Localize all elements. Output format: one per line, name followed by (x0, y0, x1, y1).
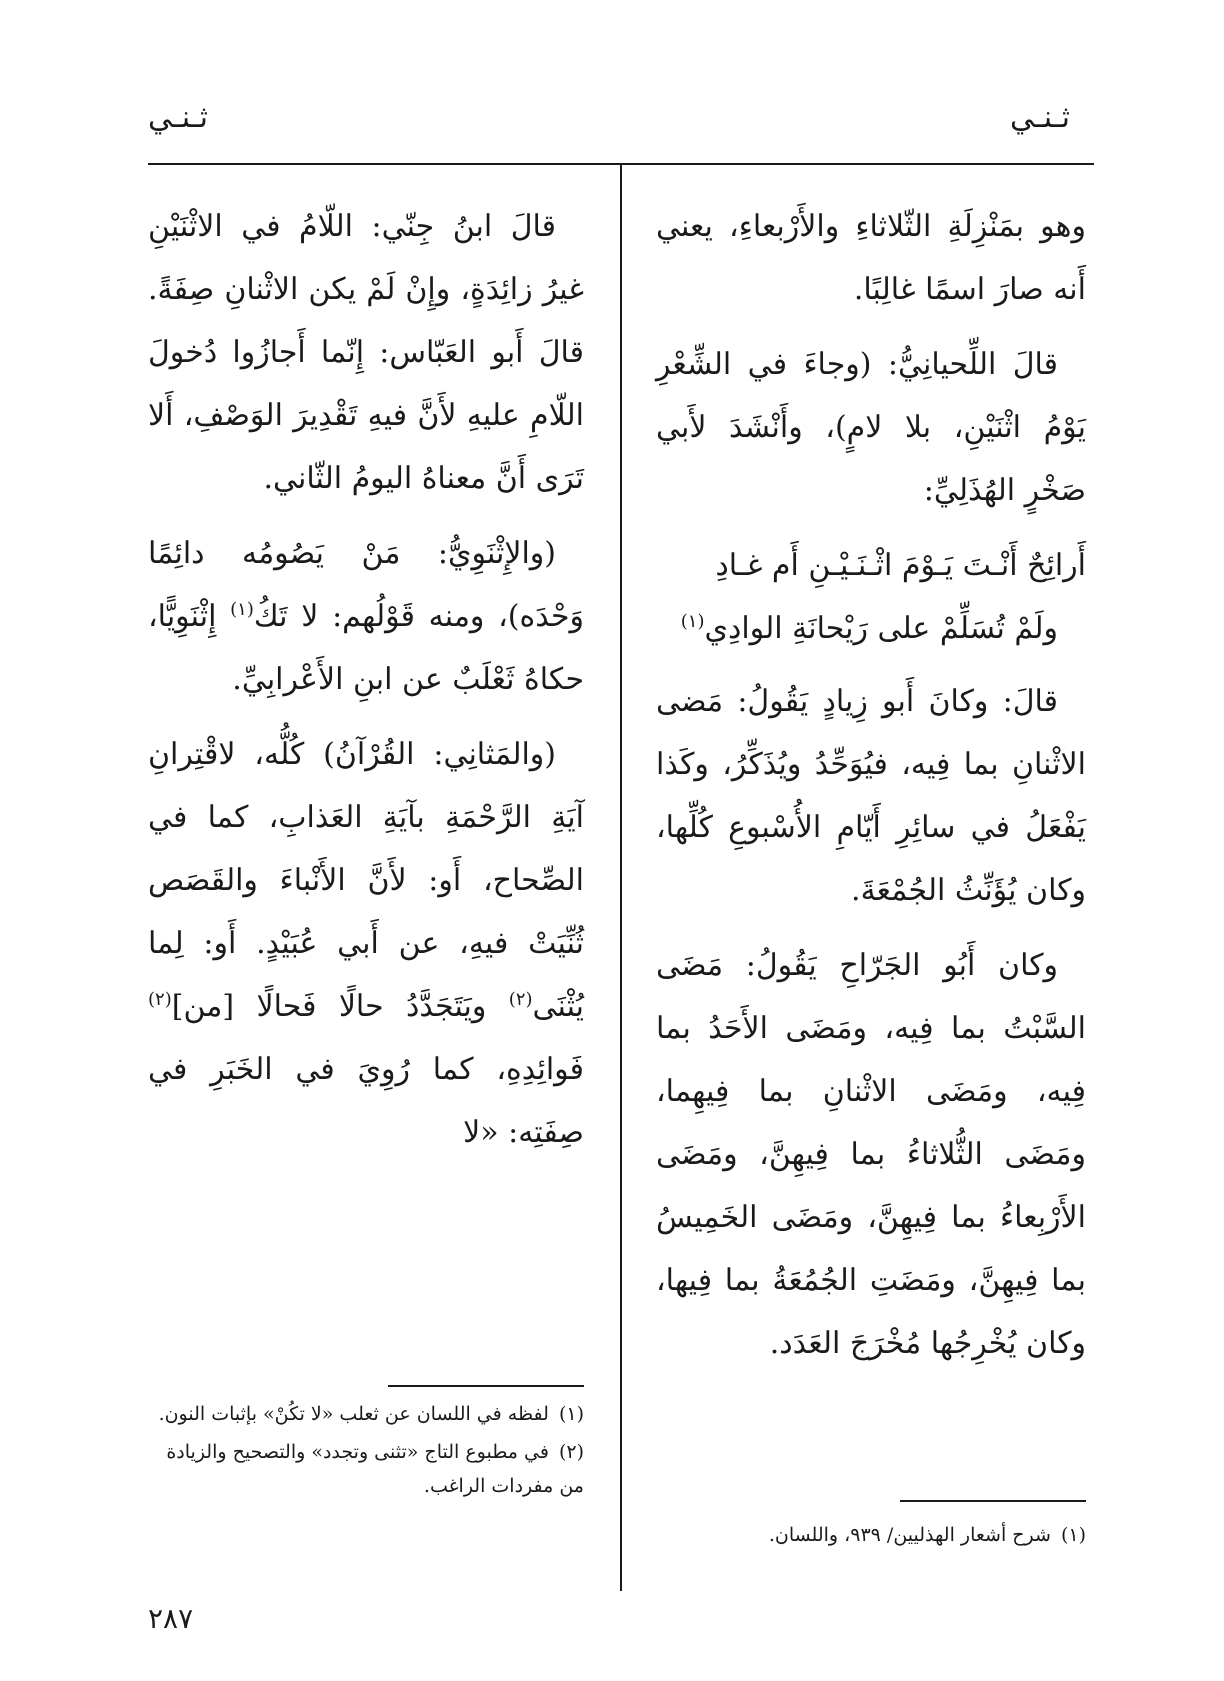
footnotes-right (656, 1518, 1086, 1556)
footnote-text: لفظه في اللسان عن ثعلب «لا تكُنْ» بإثبات النون. (158, 1403, 549, 1425)
footnote-marker: (٢) (508, 989, 533, 1010)
footnote-number: (١) (1060, 1524, 1086, 1546)
footnote-marker: (١) (230, 599, 254, 620)
left-column (148, 195, 584, 1176)
left-paragraph-2-text-b: إِثْنَوِيًّا، حكاهُ ثَعْلَبٌ عن ابنِ الأَعْرابِيِّ. (148, 599, 584, 697)
footnote-number: (٢) (558, 1441, 584, 1463)
right-paragraph-3: قالَ: وكانَ أَبو زِيادٍ يَقُولُ: مَضى الاثْنانِ بما فِيه، فيُوَحِّدُ ويُذَكِّرُ، وكَذا يَفْعَلُ في سائِرِ أَيّامِ الأُسْبوعِ كُلِّها، وكان يُؤَنِّثُ الجُمْعَةَ. (656, 684, 1086, 908)
left-paragraph-3-text-b: ويَتَجَدَّدُ حالًا فَحالًا [من] (171, 989, 509, 1024)
page-number: ٢٨٧ (148, 1602, 194, 1635)
verse-line-2-text: ولَمْ تُسَلِّمْ على رَيْحانَةِ الوادِي (704, 611, 1058, 646)
footnote-marker: (٢) (148, 989, 172, 1010)
left-paragraph-1: قالَ ابنُ جِنّي: اللّامُ في الاثْنَيْنِ غيرُ زائِدَةٍ، وإِنْ لَمْ يكن الاثْنانِ صِفَةً. قالَ أَبو العَبّاس: إِنّما أَجازُوا دُخولَ اللّامِ عليهِ لأَنَّ فيهِ تَقْدِيرَ الوَصْفِ، أَلا تَرَى أَنَّ معناهُ اليومُ الثّاني. (148, 209, 584, 496)
right-column (656, 195, 1086, 1387)
left-paragraph-2-text-a: (والإِثْنَوِيُّ: مَنْ يَصُومُه دائِمًا وَحْدَه)، ومنه قَوْلُهم: لا تَكُ (148, 536, 584, 634)
verse-line-2 (656, 597, 1086, 660)
footnote-item (148, 1397, 584, 1431)
right-paragraph-2: قالَ اللِّحيانِيُّ: (وجاءَ في الشِّعْرِ يَوْمُ اثْنَيْنِ، بلا لامٍ)، وأَنْشَدَ لأَبي صَخْرٍ الهُذَلِيِّ: (656, 347, 1086, 508)
footnotes-left (148, 1397, 584, 1507)
footnote-rule-left (388, 1385, 584, 1387)
footnote-text: شرح أشعار الهذليين/ ٩٣٩، واللسان. (768, 1524, 1051, 1546)
footnote-marker: (١) (680, 611, 705, 632)
left-paragraph-2 (148, 522, 584, 711)
footnote-text: في مطبوع التاج «تثنى وتجدد» والتصحيح والزيادة من مفردات الراغب. (166, 1441, 584, 1497)
left-paragraph-3-text-c: فَوائِدِهِ، كما رُوِيَ في الخَبَرِ في صِفَتِه: «لا (148, 1052, 584, 1150)
running-header-right: ثـنـي (1010, 100, 1070, 135)
left-paragraph-3-text-a: (والمَثانِي: القُرْآنُ) كُلُّه، لاقْتِرانِ آيَةِ الرَّحْمَةِ بآيَةِ العَذابِ، كما في الصِّحاح، أَو: لأَنَّ الأَنْباءَ والقَصَص ثُنِّيَتْ فيهِ، عن أَبي عُبَيْدٍ. أَو: لِما يُثْنَى (148, 737, 584, 1024)
footnote-number: (١) (558, 1403, 584, 1425)
verse-line-1: أَرائِحٌ أَنْـتَ يَـوْمَ اثْـنَـيْـنِ أَم غـادِ (715, 548, 1086, 583)
left-paragraph-3 (148, 723, 584, 1164)
right-paragraph-1: وهو بمَنْزِلَةِ الثّلاثاءِ والأَرْبعاءِ، يعني أَنه صارَ اسمًا غالِبًا. (656, 209, 1086, 307)
footnote-rule-right (900, 1500, 1086, 1502)
right-paragraph-4: وكان أَبُو الجَرّاحِ يَقُولُ: مَضَى السَّبْتُ بما فِيه، ومَضَى الأَحَدُ بما فِيه، ومَضَى الاثْنانِ بما فِيهِما، ومَضَى الثُّلاثاءُ بما فِيهِنَّ، ومَضَى الأَرْبِعاءُ بما فِيهِنَّ، ومَضَى الخَمِيسُ بما فِيهِنَّ، ومَضَتِ الجُمُعَةُ بما فِيها، وكان يُخْرِجُها مُخْرَجَ العَدَد. (656, 948, 1086, 1361)
column-divider (620, 163, 622, 1591)
footnote-item (656, 1518, 1086, 1552)
footnote-item (148, 1435, 584, 1503)
running-header-left: ثـنـي (148, 100, 208, 135)
